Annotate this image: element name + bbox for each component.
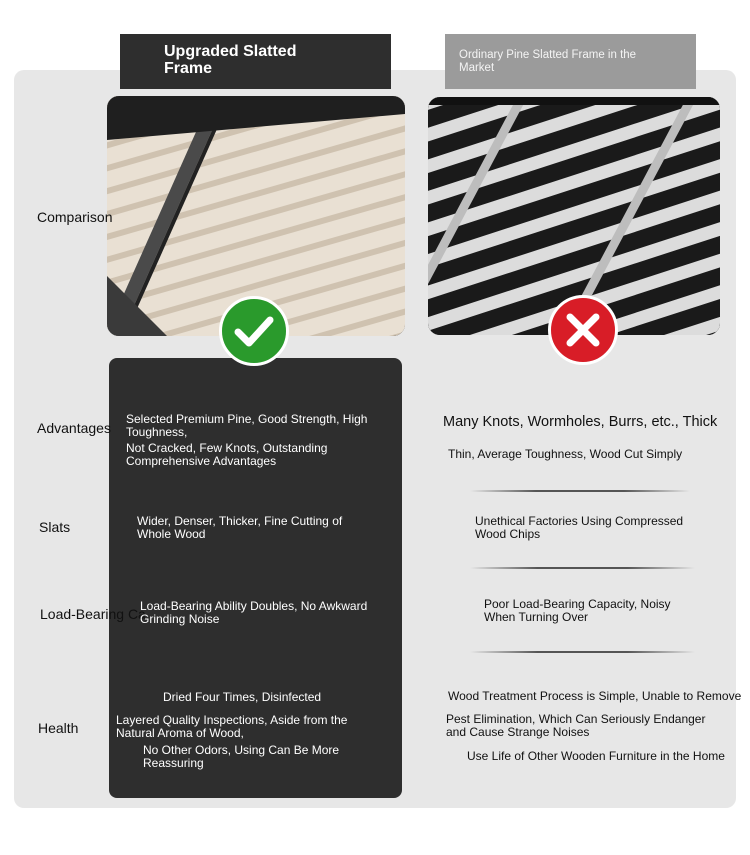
upgraded-advantages-line1: Selected Premium Pine, Good Strength, High Toughness, xyxy=(126,412,368,439)
ordinary-advantages-line2: Thin, Average Toughness, Wood Cut Simply xyxy=(448,447,683,461)
row-label-advantages: Advantages xyxy=(37,420,111,436)
upgraded-slats-text: Wider, Denser, Thicker, Fine Cutting of Whole Wood xyxy=(137,514,343,541)
ordinary-health-line1: Wood Treatment Process is Simple, Unable to Remove xyxy=(448,689,742,703)
separator-3 xyxy=(470,651,695,653)
row-label-health: Health xyxy=(38,720,79,736)
separator-1 xyxy=(470,490,690,492)
ordinary-advantages-line1: Many Knots, Wormholes, Burrs, etc., Thick xyxy=(443,414,718,430)
upgraded-load-bearing-text: Load-Bearing Ability Doubles, No Awkward Grinding Noise xyxy=(140,599,368,626)
upgraded-advantages-line2: Not Cracked, Few Knots, Outstanding Comprehensive Advantages xyxy=(126,441,328,468)
row-label-comparison: Comparison xyxy=(37,209,113,225)
header-ordinary-label: Ordinary Pine Slatted Frame in the Market xyxy=(459,49,637,74)
ordinary-load-bearing-text: Poor Load-Bearing Capacity, Noisy When Turning Over xyxy=(484,597,671,624)
header-ordinary xyxy=(445,34,696,89)
ordinary-slats-text: Unethical Factories Using Compressed Wood Chips xyxy=(475,514,684,541)
row-label-load-bearing: Load-Bearing Ca xyxy=(40,606,146,622)
ordinary-health-line3: Use Life of Other Wooden Furniture in the Home xyxy=(467,749,725,763)
cross-badge xyxy=(548,295,618,365)
ordinary-health-line2: Pest Elimination, Which Can Seriously Endanger and Cause Strange Noises xyxy=(446,712,706,739)
header-upgraded-label: Upgraded Slatted Frame xyxy=(164,43,297,77)
row-label-slats: Slats xyxy=(39,519,71,535)
upgraded-health-line1: Dried Four Times, Disinfected xyxy=(163,690,322,704)
check-icon xyxy=(222,299,286,363)
upgraded-health-line3: No Other Odors, Using Can Be More Reassuring xyxy=(143,743,340,770)
upgraded-health-line2: Layered Quality Inspections, Aside from the Natural Aroma of Wood, xyxy=(116,713,348,740)
cross-icon xyxy=(551,298,615,362)
header-upgraded xyxy=(120,34,391,89)
separator-2 xyxy=(470,567,695,569)
check-badge xyxy=(219,296,289,366)
